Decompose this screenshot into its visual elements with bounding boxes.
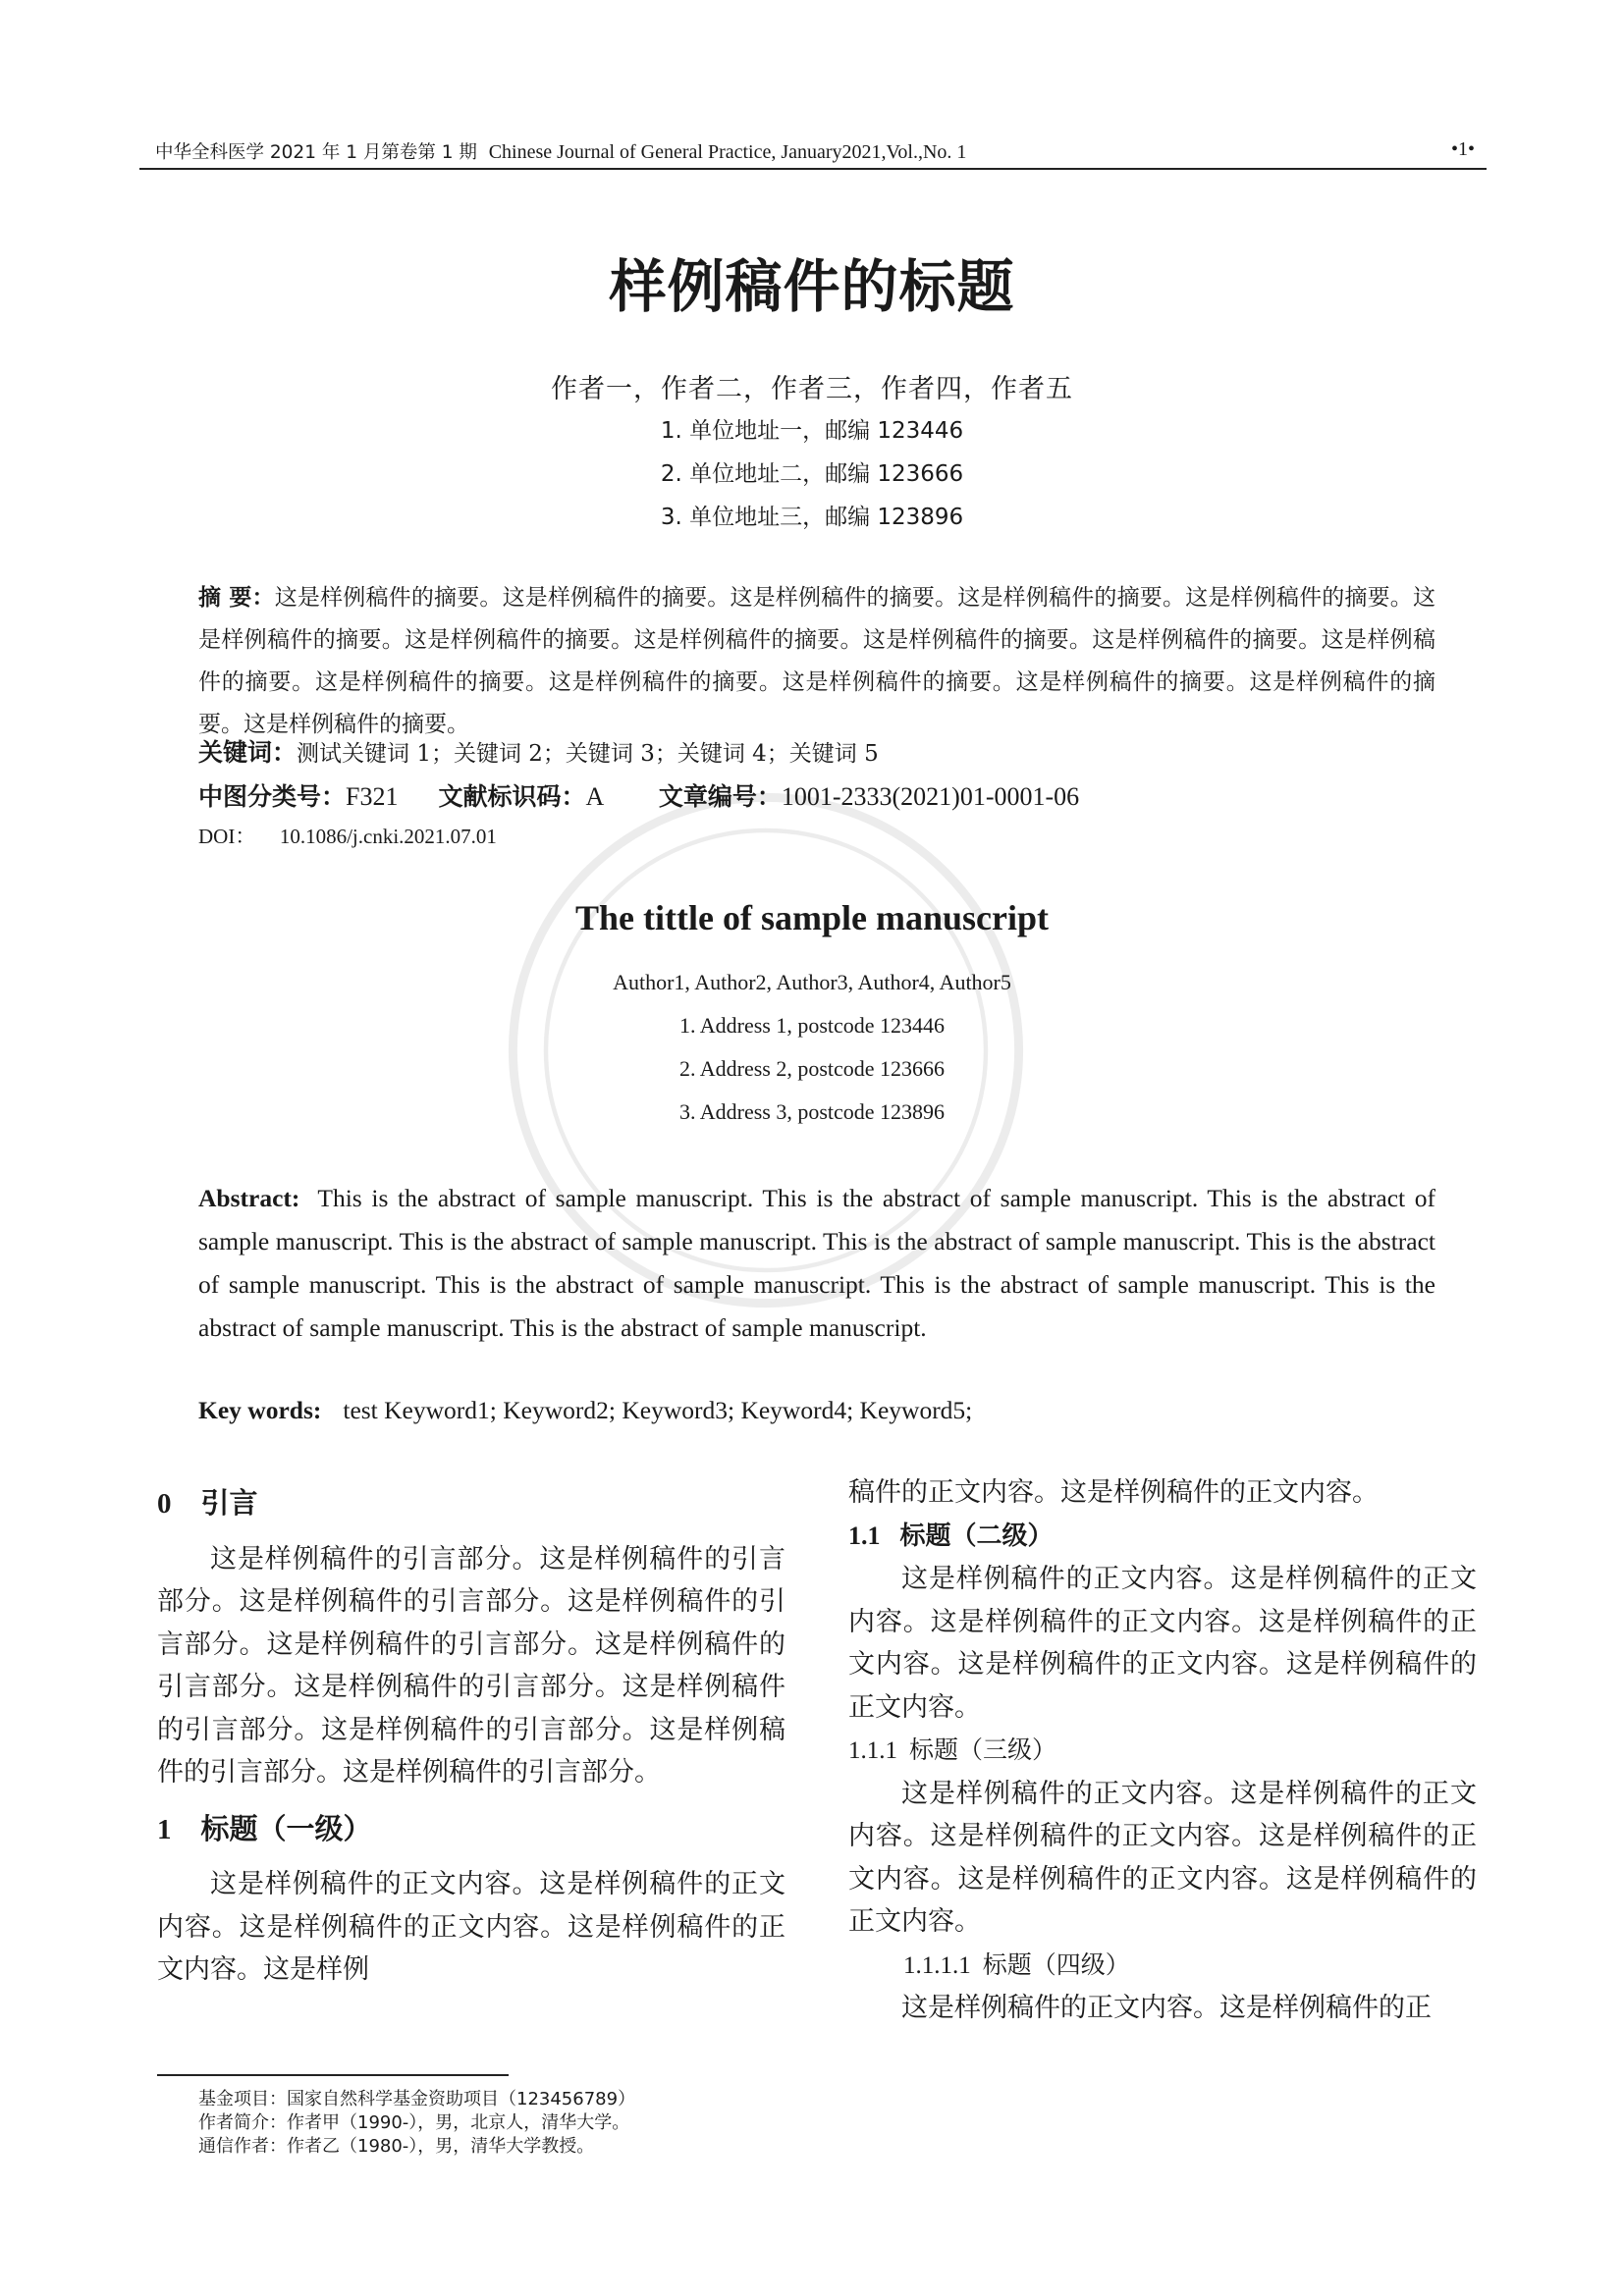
page-number: •1• <box>1450 138 1475 160</box>
doi-value: 10.1086/j.cnki.2021.07.01 <box>279 825 497 848</box>
affiliation-cn-2: 2. 单位地址二，邮编 123666 <box>660 461 964 487</box>
abstract-en <box>198 1177 1435 1350</box>
article-no-value: 1001-2333(2021)01-0001-06 <box>781 782 1080 811</box>
abstract-cn-text: 这是样例稿件的摘要。这是样例稿件的摘要。这是样例稿件的摘要。这是样例稿件的摘要。这是样例稿件的摘要。这是样例稿件的摘要。这是样例稿件的摘要。这是样例稿件的摘要。这是样例稿件的摘要。这是样例稿件的摘要。这是样例稿件的摘要。这是样例稿件的摘要。这是样例稿件的摘要。这是样例稿件的摘要。这是样例稿件的摘要。这是样例稿件的摘要。这是样例稿件的摘要。 <box>198 585 1435 737</box>
abstract-cn <box>198 577 1435 746</box>
affiliation-cn-1: 1. 单位地址一，邮编 123446 <box>660 418 964 444</box>
keywords-en-text: test Keyword1; Keyword2; Keyword3; Keyword4; Keyword5; <box>343 1396 973 1424</box>
body-right-column <box>848 1471 1477 2030</box>
affiliation-cn-3: 3. 单位地址三，邮编 123896 <box>660 505 964 530</box>
paper-title-cn: 样例稿件的标题 <box>609 253 1015 320</box>
footnote-rule <box>157 2074 509 2076</box>
section-0-title: 引言 <box>200 1486 258 1520</box>
section-1-1-1-number: 1.1.1 <box>848 1737 897 1764</box>
keywords-en <box>198 1396 972 1425</box>
affiliation-en-2: 2. Address 2, postcode 123666 <box>678 1056 946 1081</box>
footnotes <box>198 2088 635 2159</box>
journal-info <box>155 138 966 164</box>
section-1-heading <box>157 1808 785 1852</box>
section-1-1-1-1-title: 标题（四级） <box>982 1949 1130 1979</box>
section-0-number: 0 <box>157 1488 172 1520</box>
abstract-cn-label: 摘 要： <box>198 585 275 611</box>
section-0-paragraph: 这是样例稿件的引言部分。这是样例稿件的引言部分。这是样例稿件的引言部分。这是样例稿件的引言部分。这是样例稿件的引言部分。这是样例稿件的引言部分。这是样例稿件的引言部分。这是样例稿件的引言部分。这是样例稿件的引言部分。这是样例稿件的引言部分。这是样例稿件的引言部分。 <box>157 1543 785 1788</box>
journal-name-cn: 中华全科医学 2021 年 1 月第卷第 1 期 <box>155 142 477 163</box>
footnote-fund: 基金项目：国家自然科学基金资助项目（123456789） <box>198 2089 636 2109</box>
keywords-en-label: Key words: <box>198 1396 322 1424</box>
clc-label: 中图分类号： <box>198 782 347 811</box>
article-no-label: 文章编号： <box>658 782 782 811</box>
section-1-1-1-1-number: 1.1.1.1 <box>903 1951 971 1979</box>
affiliation-en-3: 3. Address 3, postcode 123896 <box>678 1099 946 1124</box>
section-1-paragraph-continued: 稿件的正文内容。这是样例稿件的正文内容。 <box>848 1477 1379 1508</box>
section-1-1-paragraph: 这是样例稿件的正文内容。这是样例稿件的正文内容。这是样例稿件的正文内容。这是样例稿件的正文内容。这是样例稿件的正文内容。这是样例稿件的正文内容。 <box>848 1564 1477 1723</box>
keywords-cn-text: 测试关键词 1；关键词 2；关键词 3；关键词 4；关键词 5 <box>297 741 879 767</box>
section-0-heading <box>157 1482 785 1526</box>
section-1-1-1-title: 标题（三级） <box>909 1735 1057 1764</box>
body-left-column <box>157 1482 785 1992</box>
abstract-en-text: This is the abstract of sample manuscript. This is the abstract of sample manuscript. This is the abstract of sample manuscript. This is the abstract of sample manuscript. This is the abstract of sample manuscript. This is the abstract of sample manuscript. This is the abstract of sample manuscript. This is the abstract of sample manuscript. This is the abstract of sample manuscript. This is the abstract of sample manuscript. <box>198 1184 1435 1342</box>
section-1-1-heading <box>848 1515 1477 1559</box>
doc-code-value: A <box>585 782 603 811</box>
running-header <box>139 138 1485 168</box>
section-1-1-1-paragraph: 这是样例稿件的正文内容。这是样例稿件的正文内容。这是样例稿件的正文内容。这是样例稿件的正文内容。这是样例稿件的正文内容。这是样例稿件的正文内容。 <box>848 1778 1477 1937</box>
section-1-1-1-heading <box>848 1729 1477 1773</box>
section-1-1-1-1-paragraph: 这是样例稿件的正文内容。这是样例稿件的正 <box>901 1993 1432 2023</box>
section-1-title: 标题（一级） <box>200 1811 372 1845</box>
classification-line <box>198 777 1079 813</box>
authors-cn: 作者一，作者二，作者三，作者四，作者五 <box>551 374 1073 404</box>
section-1-1-number: 1.1 <box>848 1521 881 1550</box>
doi-line <box>198 821 497 850</box>
footnote-author: 作者简介：作者甲（1990-），男，北京人，清华大学。 <box>198 2112 630 2133</box>
keywords-cn-label: 关键词： <box>198 738 298 767</box>
abstract-en-label: Abstract: <box>198 1184 300 1212</box>
header-rule <box>139 168 1487 170</box>
doi-label: DOI： <box>198 825 256 848</box>
authors-en: Author1, Author2, Author3, Author4, Author5 <box>613 970 1011 994</box>
section-1-paragraph: 这是样例稿件的正文内容。这是样例稿件的正文内容。这是样例稿件的正文内容。这是样例稿件的正文内容。这是样例 <box>157 1869 785 1985</box>
section-1-1-title: 标题（二级） <box>899 1521 1054 1551</box>
paper-title-en: The tittle of sample manuscript <box>575 898 1049 937</box>
footnote-corresponding: 通信作者：作者乙（1980-），男，清华大学教授。 <box>198 2136 595 2157</box>
doc-code-label: 文献标识码： <box>438 782 586 811</box>
section-1-1-1-1-heading <box>848 1944 1477 1988</box>
affiliation-en-1: 1. Address 1, postcode 123446 <box>678 1013 946 1038</box>
section-1-number: 1 <box>157 1813 172 1845</box>
journal-name-en: Chinese Journal of General Practice, January2021,Vol.,No. 1 <box>488 141 967 163</box>
keywords-cn <box>198 733 879 769</box>
clc-value: F321 <box>346 782 399 811</box>
